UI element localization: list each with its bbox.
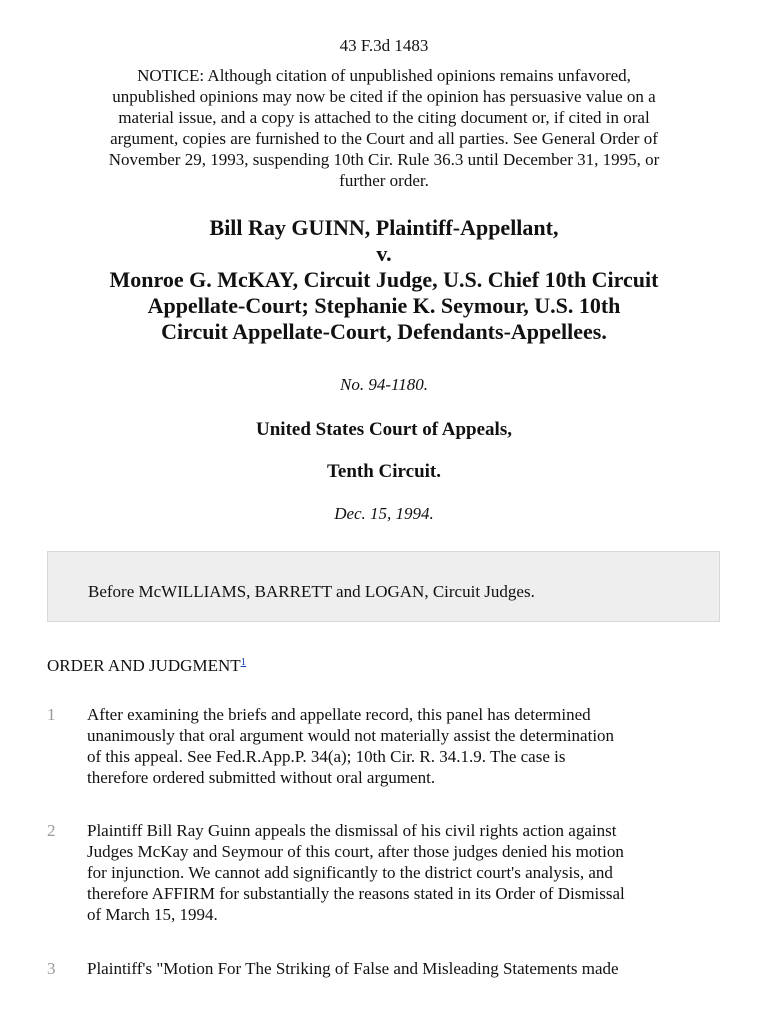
case-parties <box>60 215 708 345</box>
decision-date: Dec. 15, 1994. <box>334 504 434 523</box>
paragraph-number: 1 <box>47 705 56 724</box>
appellees-line: Appellate-Court; Stephanie K. Seymour, U.S. 10th <box>147 293 621 318</box>
text-line: After examining the briefs and appellate record, this panel has determined <box>87 705 591 724</box>
notice-line: material issue, and a copy is attached to the citing document or, if cited in oral <box>118 108 650 127</box>
order-title-text: ORDER AND JUDGMENT <box>47 656 241 675</box>
text-line: of March 15, 1994. <box>87 905 218 924</box>
text-line: unanimously that oral argument would not materially assist the determination <box>87 726 615 745</box>
notice <box>60 65 708 191</box>
text-line: for injunction. We cannot add significantly to the district court's analysis, and <box>87 863 613 882</box>
court-name: United States Court of Appeals, <box>256 419 512 440</box>
notice-line: argument, copies are furnished to the Court and all parties. See General Order of <box>110 129 658 148</box>
judges-panel: Before McWILLIAMS, BARRETT and LOGAN, Circuit Judges. <box>88 582 535 601</box>
versus: v. <box>376 241 392 266</box>
text-line: therefore ordered submitted without oral argument. <box>87 768 436 787</box>
paragraph-number: 2 <box>47 821 56 840</box>
judges-panel-box <box>47 551 720 622</box>
paragraph-text <box>87 704 727 788</box>
footnote-link[interactable]: 1 <box>240 656 247 668</box>
appellees-line: Monroe G. McKAY, Circuit Judge, U.S. Chief 10th Circuit <box>109 267 659 292</box>
paragraph-number: 3 <box>47 959 56 978</box>
citation: 43 F.3d 1483 <box>339 36 429 55</box>
text-line: Judges McKay and Seymour of this court, after those judges denied his motion <box>87 842 624 861</box>
notice-line: further order. <box>339 171 429 190</box>
text-line: Plaintiff Bill Ray Guinn appeals the dismissal of his civil rights action against <box>87 821 617 840</box>
paragraph-text <box>87 958 727 979</box>
order-title <box>47 652 246 676</box>
notice-line: November 29, 1993, suspending 10th Cir. Rule 36.3 until December 31, 1995, or <box>108 150 660 169</box>
notice-line: unpublished opinions may now be cited if the opinion has persuasive value on a <box>112 87 656 106</box>
text-line: Plaintiff's "Motion For The Striking of False and Misleading Statements made <box>87 959 619 978</box>
circuit-name: Tenth Circuit. <box>326 461 442 482</box>
text-line: of this appeal. See Fed.R.App.P. 34(a); 10th Cir. R. 34.1.9. The case is <box>87 747 566 766</box>
docket-number: No. 94-1180. <box>340 375 428 394</box>
paragraph-text <box>87 820 727 925</box>
text-line: therefore AFFIRM for substantially the reasons stated in its Order of Dismissal <box>87 884 625 903</box>
appellees-line: Circuit Appellate-Court, Defendants-Appellees. <box>161 319 607 344</box>
appellant: Bill Ray GUINN, Plaintiff-Appellant, <box>209 215 559 240</box>
notice-line: NOTICE: Although citation of unpublished opinions remains unfavored, <box>137 66 631 85</box>
